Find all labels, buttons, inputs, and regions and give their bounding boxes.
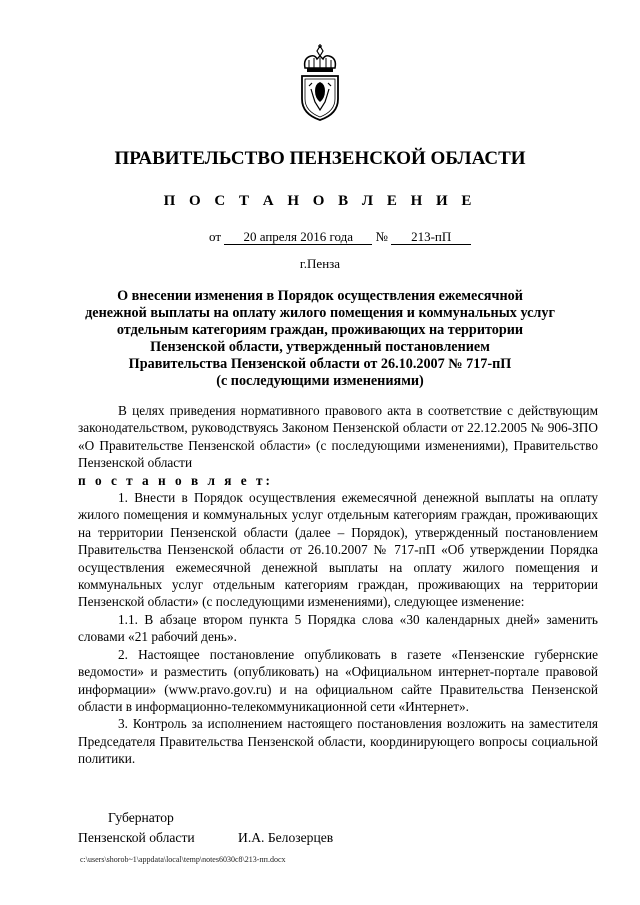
signer-position-line2: Пензенской области <box>78 830 195 845</box>
heading-line: Правительства Пензенской области от 26.10.2007 № 717-пП <box>128 356 512 372</box>
heading-line: О внесении изменения в Порядок осуществления ежемесячной <box>117 288 523 304</box>
document-body <box>78 402 598 768</box>
file-path-footer: c:\users\shorob~1\appdata\local\temp\notes6030c8\213-пп.docx <box>80 855 286 864</box>
preamble-paragraph: В целях приведения нормативного правового акта в соответствие с действующим законодательством, руководствуясь Законом Пензенской области от 22.12.2005 № 906-ЗПО «О Правительстве Пензенской области» (с последующими изменениями), Правительство Пензенской области <box>78 403 598 471</box>
heading-line: (с последующими изменениями) <box>216 373 424 389</box>
heading-line: отдельным категориям граждан, проживающих на территории <box>116 322 524 338</box>
decree-word: п о с т а н о в л я е т: <box>78 472 273 488</box>
document-date: 20 апреля 2016 года <box>224 230 372 245</box>
document-type: П О С Т А Н О В Л Е Н И Е <box>163 193 477 209</box>
paragraph-1-1: 1.1. В абзаце втором пункта 5 Порядка слова «30 календарных дней» заменить словами «21 рабочий день». <box>78 611 598 645</box>
coat-of-arms-emblem <box>297 44 343 122</box>
paragraph-1: 1. Внести в Порядок осуществления ежемесячной денежной выплаты на оплату жилого помещения и коммунальных услуг отдельным категориям граждан, проживающих на территории Пензенской области (далее – Порядок), утвержденный постановлением Правительства Пензенской области от 26.10.2007 № 717-пП «Об утверждении Порядка осуществления ежемесячной денежной выплаты на оплату жилого помещения и коммунальных услуг отдельным категориям граждан, проживающих на территории Пензенской области» (с последующими изменениями), следующее изменение: <box>78 490 598 610</box>
date-prefix: от <box>209 229 222 244</box>
document-heading <box>78 288 562 390</box>
heading-line: денежной выплаты на оплату жилого помещения и коммунальных услуг <box>85 305 555 321</box>
number-prefix: № <box>375 229 388 244</box>
heading-line: Пензенской области, утвержденный постановлением <box>150 339 490 355</box>
signer-position-line1: Губернатор <box>108 810 174 825</box>
paragraph-2: 2. Настоящее постановление опубликовать в газете «Пензенские губернские ведомости» и разместить (опубликовать) на «Официальном интернет-портале правовой информации» (www.pravo.gov.ru) и на официальном сайте Правительства Пензенской области в информационно-телекоммуникационной сети «Интернет». <box>78 646 598 714</box>
signer-name: И.А. Белозерцев <box>238 830 334 845</box>
signature-block <box>78 808 334 848</box>
city: г.Пенза <box>299 256 341 271</box>
government-title: ПРАВИТЕЛЬСТВО ПЕНЗЕНСКОЙ ОБЛАСТИ <box>114 148 526 169</box>
date-number-line <box>209 229 471 245</box>
document-number: 213-пП <box>391 230 471 245</box>
paragraph-3: 3. Контроль за исполнением настоящего постановления возложить на заместителя Председателя Правительства Пензенской области, координирующего вопросы социальной политики. <box>78 716 598 767</box>
